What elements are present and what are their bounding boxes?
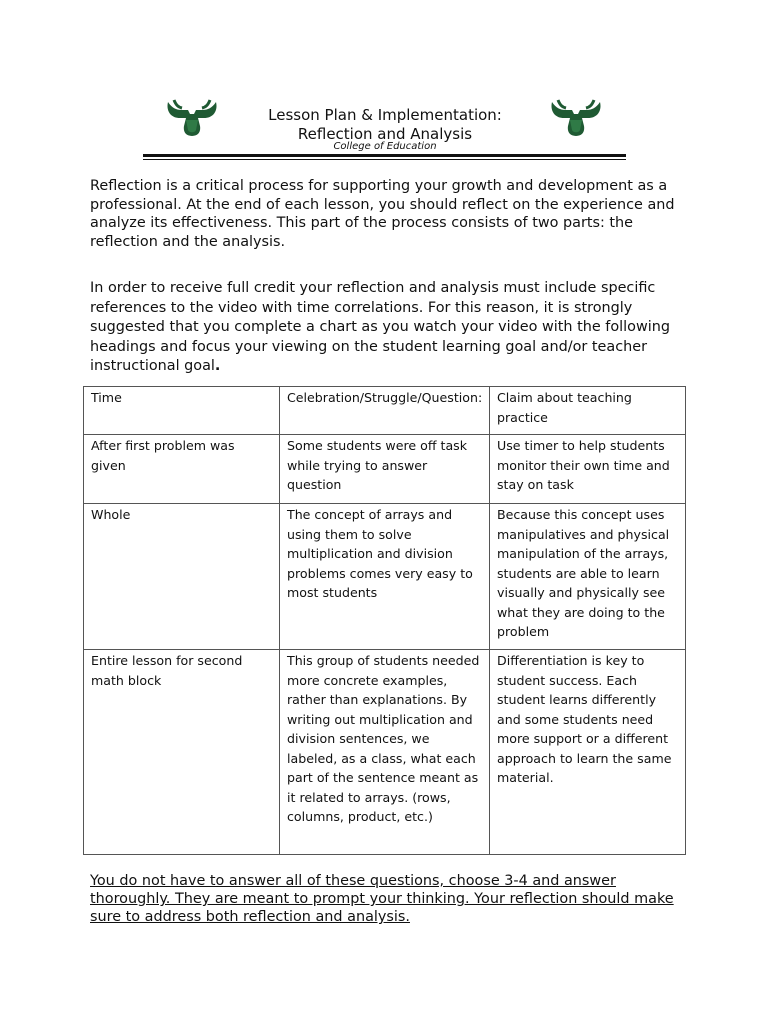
table-cell-time: Entire lesson for second math block: [84, 650, 280, 855]
header-cell-celebration: Celebration/Struggle/Question:: [280, 387, 490, 435]
table-row: [84, 650, 686, 855]
bull-horns-logo-icon: [548, 96, 604, 142]
table-row: [84, 435, 686, 504]
table-cell-observation: The concept of arrays and using them to solve multiplication and division problems comes very easy to most students: [280, 504, 490, 650]
table-cell-claim: Because this concept uses manipulatives and physical manipulation of the arrays, students are able to learn visually and physically see what they are doing to the problem: [490, 504, 686, 650]
table-cell-time: Whole: [84, 504, 280, 650]
footer-instruction-note: You do not have to answer all of these questions, choose 3-4 and answer thoroughly. They are meant to prompt your thinking. Your reflection should make sure to address both reflection and analysis.: [90, 873, 674, 925]
page-title-line-1: Lesson Plan & Implementation:: [268, 106, 502, 124]
intro-paragraph-2-text: In order to receive full credit your reflection and analysis must include specific references to the video with time correlations. For this reason, it is strongly suggested that you complete a chart as you watch your video with the following headings and focus your viewing on the student learning goal and/or teacher instructional goal: [90, 280, 670, 374]
header-divider-thin: [143, 159, 626, 160]
table-cell-claim: Use timer to help students monitor their own time and stay on task: [490, 435, 686, 504]
page-subtitle: College of Education: [333, 141, 437, 152]
table-cell-time: After first problem was given: [84, 435, 280, 504]
table-cell-claim: Differentiation is key to student success. Each student learns differently and some students need more support or a different approach to learn the same material.: [490, 650, 686, 855]
table-header-row: [84, 387, 686, 435]
reflection-chart-table: [83, 386, 686, 855]
intro-paragraph-2: [90, 279, 680, 377]
header-cell-time: Time: [84, 387, 280, 435]
intro-paragraph-1: Reflection is a critical process for supporting your growth and development as a professional. At the end of each lesson, you should reflect on the experience and analyze its effectiveness. This part of the process consists of two parts: the reflection and the analysis.: [90, 178, 675, 250]
page-title-line-2: Reflection and Analysis: [297, 125, 473, 143]
table-cell-observation: This group of students needed more concrete examples, rather than explanations. By writing out multiplication and division sentences, we labeled, as a class, what each part of the sentence meant as it related to arrays. (rows, columns, product, etc.): [280, 650, 490, 855]
table-row: [84, 504, 686, 650]
intro-paragraph-2-end: .: [214, 358, 221, 374]
table-cell-observation: Some students were off task while trying to answer question: [280, 435, 490, 504]
page-title: [230, 106, 540, 144]
bull-horns-logo-icon: [164, 96, 220, 142]
header-cell-claim: Claim about teaching practice: [490, 387, 686, 435]
header-divider: [143, 154, 626, 157]
